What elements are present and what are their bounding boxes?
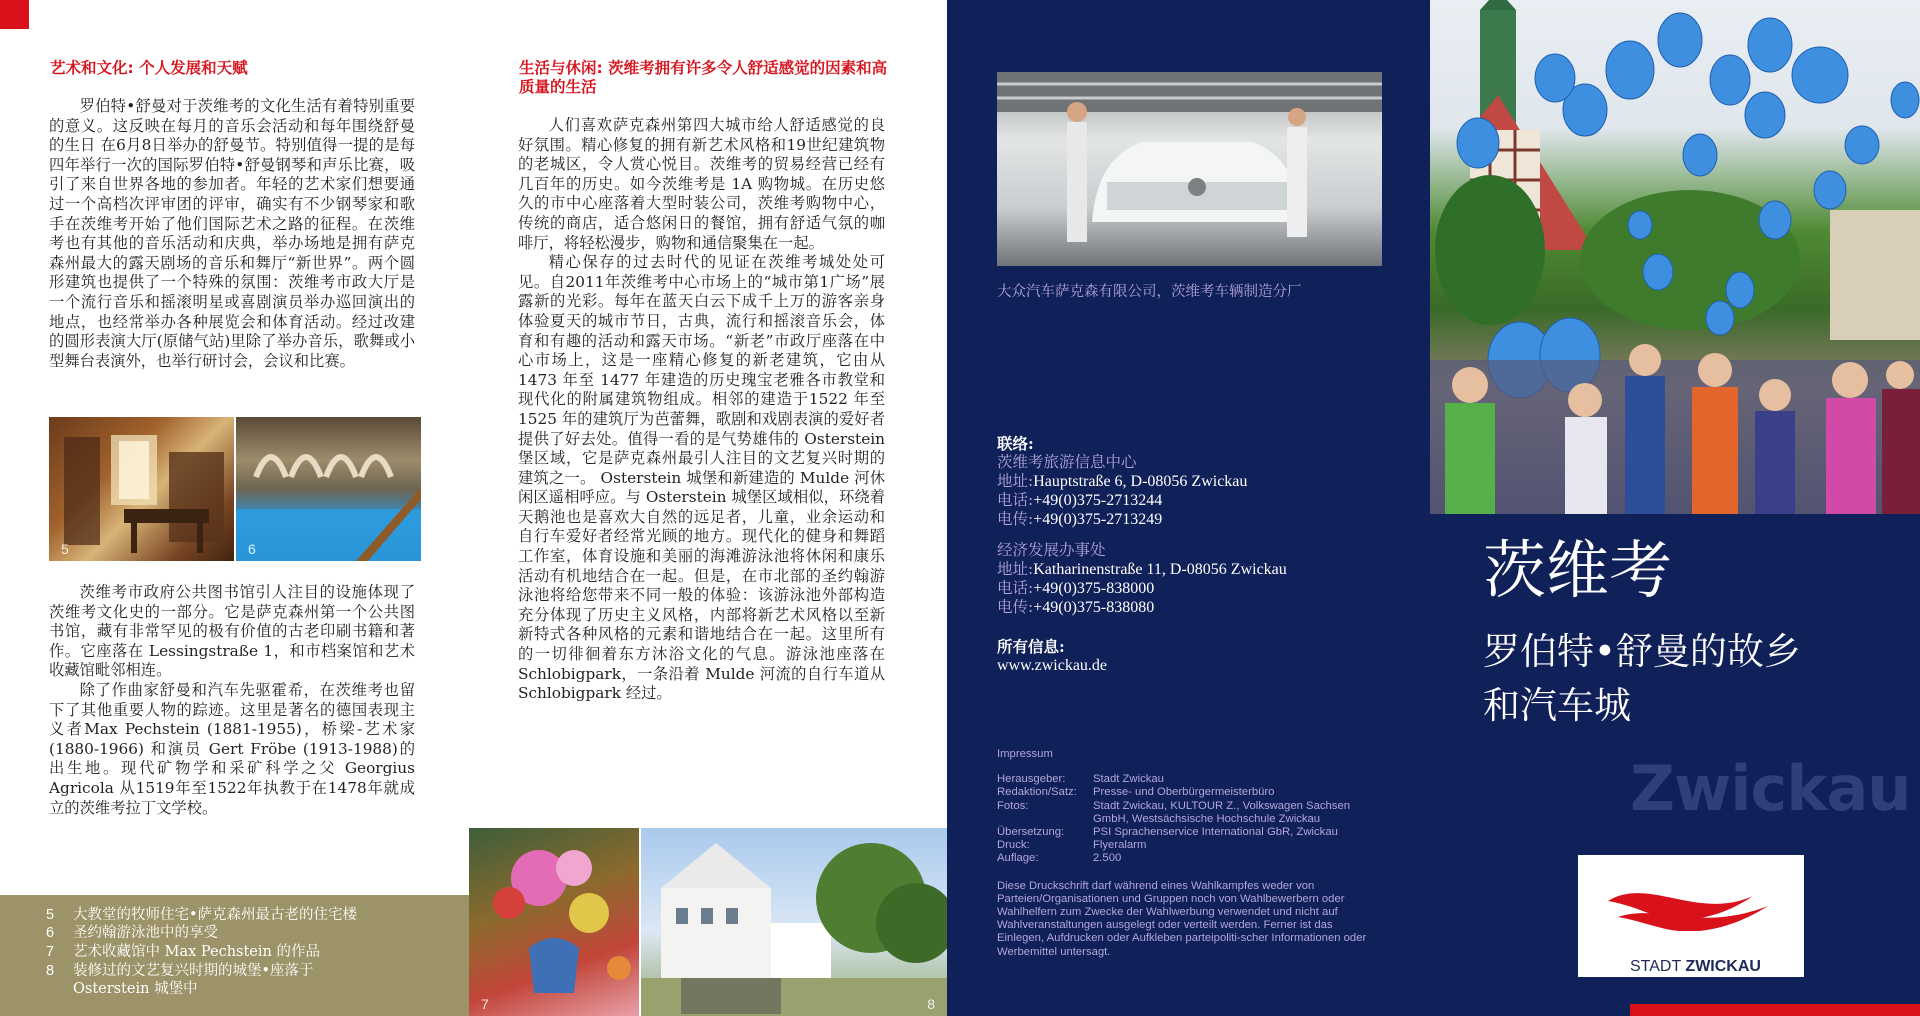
impressum-block	[997, 748, 1397, 959]
photo-osterstein-castle	[641, 828, 947, 1016]
logo-text-light: STADT	[1630, 958, 1686, 975]
zwickau-watermark: Zwickau	[1630, 752, 1911, 825]
photo-number-8: 8	[927, 996, 935, 1012]
impressum-key: Übersetzung:	[997, 825, 1065, 838]
leisure-heading: 生活与休闲: 茨维考拥有许多令人舒适感觉的因素和高质量的生活	[519, 59, 888, 96]
leisure-paragraph-2: 精心保存的过去时代的见证在茨维考城处处可见。自2011年茨维考中心市场上的“城市第1广场”展露新的光彩。每年在蓝天白云下成千上万的游客亲身体验夏天的城市节日，古典，流行和摇滚音乐会，体育和有趣的活动和露天市场。“新老”市政厅座落在中心市场上，这是一座精心修复的新老建筑，它由从1473 年至 1477 年建造的历史瑰宝老雅各市教堂和现代化的附属建筑物组成。相邻的建造于1522 年至1525 年的建筑厅为芭蕾舞，歌剧和戏剧表演的爱好者提供了好去处。值得一看的是气势雄伟的 Osterstein 堡区域，它是萨克森州最引人注目的文艺复兴时期的建筑之一。 Osterstein 城堡和新建造的 Mulde 河休闲区遥相呼应。与 Osterstein 城堡区域相似，环绕着天鹅池也是喜欢大自然的远足者，儿童，业余运动和自行车爱好者经常光顾的地方。现代化的健身和舞蹈工作室，体育设施和美丽的海滩游泳池将休闲和康乐活动有机地结合在一起。但是，在市北部的圣约翰游泳池将给您带来不同一般的体验：该游泳池外部构造充分体现了历史主义风格，内部将新艺术风格以至新新特式各种风格的元素和谐地结合在一起。这里所有的一切徘徊着东方沐浴文化的气息。游泳池座落在Schlobigpark，一条沿着 Mulde 河流的自行车道从 Schlobigpark 经过。	[518, 253, 885, 703]
address-label: 地址:	[997, 472, 1034, 490]
caption-number: 8	[46, 963, 55, 979]
impressum-key: Herausgeber:	[997, 773, 1066, 786]
website-link[interactable]: www.zwickau.de	[997, 657, 1108, 674]
econ-fax-row	[997, 598, 1397, 617]
culture-heading: 艺术和文化: 个人发展和天赋	[50, 59, 248, 77]
cover-subtitle-line1: 罗伯特•舒曼的故乡	[1483, 630, 1801, 673]
impressum-row	[997, 800, 1397, 826]
culture-text-column	[49, 97, 415, 371]
impressum-value: Flyeralarm	[1093, 839, 1147, 852]
caption-number: 6	[46, 925, 55, 941]
library-paragraph: 茨维考市政府公共图书馆引人注目的设施体现了茨维考文化史的一部分。它是萨克森州第一个公共图书馆，藏有非常罕见的极有价值的古老印刷书籍和著作。它座落在 Lessingstraße 1，和市档案馆和艺术收藏馆毗邻相连。	[49, 583, 415, 680]
impressum-value: 2.500	[1093, 852, 1122, 865]
impressum-value: Presse- und Oberbürgermeisterbüro	[1093, 786, 1275, 799]
logo-text-bold: ZWICKAU	[1685, 958, 1761, 975]
caption-text: 大教堂的牧师住宅•萨克森州最古老的住宅楼	[73, 907, 358, 923]
leisure-paragraph-1: 人们喜欢萨克森州第四大城市给人舒适感觉的良好氛围。精心修复的拥有新艺术风格和19世纪建筑物的老城区，令人赏心悦目。茨维考的贸易经营已经有几百年的历史。如今茨维考是 1A 购物城。在历史悠久的市中心座落着大型时装公司，茨维考购物中心，传统的商店，适合悠闲日的餐馆，拥有舒适气氛的咖啡厅，将轻松漫步，购物和通信聚集在一起。	[518, 116, 885, 252]
leisure-text-column	[518, 116, 885, 704]
tourism-phone: +49(0)375-2713244	[1033, 492, 1163, 509]
photo-swimming-pool	[236, 417, 421, 561]
photo-pechstein-painting	[469, 828, 639, 1016]
impressum-row	[997, 786, 1397, 799]
impressum-row	[997, 839, 1397, 852]
phone-label: 电话:	[997, 579, 1034, 597]
fax-label: 电传:	[997, 598, 1034, 616]
factory-photo-caption: 大众汽车萨克森有限公司，茨维考车辆制造分厂	[997, 284, 1302, 300]
tourism-fax-row	[997, 510, 1397, 529]
cover-subtitle-line2: 和汽车城	[1483, 684, 1631, 727]
photo-number-6: 6	[248, 541, 256, 557]
cover-photo-balloons	[1430, 0, 1920, 514]
tourism-address-row	[997, 472, 1397, 491]
contact-label: 联络:	[997, 434, 1034, 453]
election-disclaimer: Diese Druckschrift darf während eines Wahlkampfes weder von Parteien/Organisationen und Gruppen noch von Wahlbewerbern oder Wahlhelfern zum Zwecke der Wahlwerbung verwendet und nicht auf Wahlveranstaltungen ausgelegt oder verteilt werden. Ferner ist das Einlegen, Aufdrucken oder Aufkleben parteipoliti-scher Informationen oder Werbemittel untersagt.	[997, 879, 1367, 958]
cover-title: 茨维考	[1483, 534, 1672, 607]
caption-number: 7	[46, 944, 55, 960]
impressum-value: Stadt Zwickau	[1093, 773, 1164, 786]
fax-label: 电传:	[997, 510, 1034, 528]
personalities-paragraph: 除了作曲家舒曼和汽车先驱霍希，在茨维考也留下了其他重要人物的踪迹。这里是著名的德国表现主义者Max Pechstein (1881-1955)，桥梁-艺术家(1880-1966) 和演员 Gert Fröbe (1913-1988)的出生地。现代矿物学和采矿科学之父 Georgius Agricola 从1519年至1522年执教于在1478年就成立的茨维考拉丁文学校。	[49, 680, 415, 817]
econ-address-row	[997, 560, 1397, 579]
red-bottom-bar	[1630, 1004, 1920, 1016]
culture-text-column-2	[49, 583, 415, 818]
photo-number-5: 5	[61, 541, 69, 557]
impressum-row	[997, 852, 1397, 865]
econ-phone: +49(0)375-838000	[1033, 580, 1155, 597]
caption-number: 5	[46, 907, 55, 923]
impressum-value: Stadt Zwickau, KULTOUR Z., Volkswagen Sachsen GmbH, Westsächsische Hochschule Zwickau	[1093, 799, 1351, 825]
impressum-key: Druck:	[997, 839, 1030, 852]
caption-text: 装修过的文艺复兴时期的城堡•座落于 Osterstein 城堡中	[73, 963, 314, 997]
tourism-address: Hauptstraße 6, D-08056 Zwickau	[1033, 473, 1248, 490]
contact-block	[997, 434, 1397, 675]
stadt-zwickau-logo	[1578, 855, 1804, 977]
logo-swoosh-icon	[1578, 861, 1804, 931]
photo-number-7: 7	[481, 996, 489, 1012]
econ-phone-row	[997, 579, 1397, 598]
economic-office-name: 经济发展办事处	[997, 541, 1106, 559]
logo-wordmark	[1630, 958, 1761, 976]
impressum-row	[997, 773, 1397, 786]
caption-text: 圣约翰游泳池中的享受	[73, 925, 218, 941]
caption-text: 艺术收藏馆中 Max Pechstein 的作品	[73, 944, 320, 960]
econ-address: Katharinenstraße 11, D-08056 Zwickau	[1033, 561, 1287, 578]
tourism-fax: +49(0)375-2713249	[1033, 511, 1163, 528]
photo-cathedral-rectory	[49, 417, 234, 561]
red-corner-mark	[0, 0, 29, 29]
impressum-key: Fotos:	[997, 799, 1029, 812]
address-label: 地址:	[997, 560, 1034, 578]
impressum-key: Auflage:	[997, 852, 1039, 865]
photo-volkswagen-factory	[997, 72, 1382, 266]
impressum-row	[997, 826, 1397, 839]
tourism-office-name: 茨维考旅游信息中心	[997, 453, 1137, 471]
econ-fax: +49(0)375-838080	[1033, 599, 1155, 616]
impressum-value: PSI Sprachenservice International GbR, Zwickau	[1093, 825, 1338, 838]
all-info-label: 所有信息:	[997, 637, 1065, 656]
impressum-key: Redaktion/Satz:	[997, 786, 1077, 799]
tourism-phone-row	[997, 491, 1397, 510]
culture-paragraph: 罗伯特•舒曼对于茨维考的文化生活有着特别重要的意义。这反映在每月的音乐会活动和每年围绕舒曼的生日 在6月8日举办的舒曼节。特别值得一提的是每四年举行一次的国际罗伯特•舒曼钢琴和声乐比赛，吸引了来自世界各地的参加者。年轻的艺术家们想要通过一个高档次评审团的评审，确实有不少钢琴家和歌手在茨维考开始了他们国际艺术之路的征程。在茨维考也有其他的音乐活动和庆典，举办场地是拥有萨克森州最大的露天剧场的音乐和舞厅“新世界”。两个圆形建筑也提供了一个特殊的氛围：茨维考市政大厅是一个流行音乐和摇滚明星或喜剧演员举办巡回演出的地点，也经常举办各种展览会和体育活动。经过改建的圆形表演大厅(原储气站)里除了举办音乐，歌舞或小型舞台表演外，也举行研讨会，会议和比赛。	[49, 97, 415, 370]
phone-label: 电话:	[997, 491, 1034, 509]
impressum-title: Impressum	[997, 748, 1053, 760]
